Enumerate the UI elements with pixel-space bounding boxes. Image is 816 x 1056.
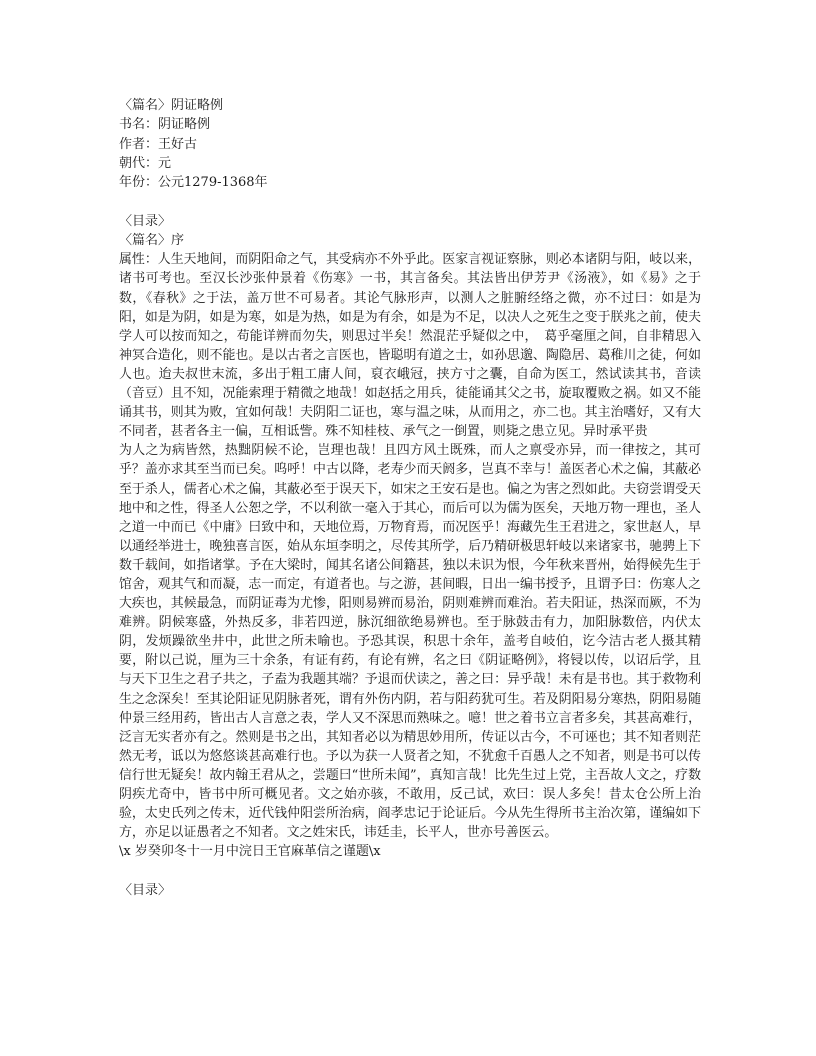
- chapter-tag: 〈篇名〉阴证略例: [119, 98, 224, 113]
- spacer: [119, 862, 701, 881]
- preface-body: [119, 250, 701, 842]
- toc-tag-top: 〈目录〉: [119, 213, 172, 229]
- book-name: 书名：阴证略例: [119, 117, 211, 133]
- preface-paragraph-1: 属性：人生天地间，而阴阳命之气，其受病亦不外乎此。医家言视证察脉，则必本诸阴与阳，岐以来，诸书可考也。至汉长沙张仲景着《伤寒》一书，其言备矣。其法皆出伊芳尹《汤液》，如《易》之于数，《春秋》之于法，盖万世不可易者。其论气脉形声，以测人之脏腑经络之微，亦不过曰：如是为阳，如是为阴，如是为寒，如是为热，如是为有余，如是为不足，以决人之死生之变于朕兆之前，使夫学人可以按而知之，苟能详辨而勿失，则思过半矣！然混茫乎疑似之中， 葛乎毫厘之间，自非精思入神冥合造化，则不能也。是以古者之言医也，皆聪明有道之士，如孙思邈、陶隐居、葛稚川之徒，何如人也。迨夫叔世末流，多出于粗工庸人间，裒衣峨冠，挟方寸之囊，自命为医工，然试读其书，音读（音豆）且不知，况能索理于精微之地哉！如赵括之用兵，徒能诵其父之书，旋取覆败之祸。如又不能诵其书，则其为败，宜如何哉！夫阴阳二证也，寒与温之味，从而用之，亦二也。其主治嗜好，又有大不同者，甚者各主一偏，互相诋訾。殊不知桂枝、承气之一倒置，则毙之患立见。异时承平贵: [119, 252, 701, 440]
- author: 作者：王好古: [119, 136, 198, 152]
- section-tag: 〈篇名〉序: [119, 233, 185, 249]
- document-page: [119, 96, 701, 900]
- year: 年份：公元1279-1368年: [119, 175, 268, 191]
- preface-paragraph-2: 为人之为病皆然，热黜阴候不论，岂理也哉！且四方风土既殊，而人之禀受亦异，而一律按之，其可乎？盖亦求其至当而已矣。呜呼！中古以降，老寿少而天阏多，岂真不幸与！盖医者心术之偏，其蔽必至于杀人，儒者心术之偏，其蔽必至于误天下，如宋之王安石是也。偏之为害之烈如此。夫窃尝谓受天地中和之性，得圣人公恕之学，不以利欲一毫入于其心，而后可以为儒为医矣，天地万物一理也，圣人之道一中而已《中庸》曰致中和，天地位焉，万物育焉，而况医乎！海藏先生王君进之，家世赵人，早以通经举进士，晚独喜言医，始从东垣李明之，尽传其所学，后乃精研极思轩岐以来诸家书，驰骋上下数千载间，如指诸掌。予在大梁时，闻其名诸公间籍甚，独以未识为恨，今年秋来晋州，始得候先生于馆舍，观其气和而凝，志一而定，有道者也。与之游，甚间暇，日出一编书授予，且谓予曰：伤寒人之大疾也，其候最急，而阴证毒为尤惨，阳则易辨而易治，阴则难辨而难治。若夫阳证，热深而厥，不为难辨。阴候寒盛，外热反多，非若四逆，脉沉细欲绝易辨也。至于脉鼓击有力，加阳脉数倍，内伏太阴，发烦躁欲坐井中，此世之所未喻也。予恐其误，积思十余年，盖考自岐伯，讫今洁古老人摄其精要，附以己说，厘为三十余条，有证有药，有论有辨，名之曰《阴证略例》，将锓以传，以诏后学，且与天下卫生之君子共之，子盍为我题其端？予退而伏读之，善之曰：异乎哉！未有是书也。其于救物利生之念深矣！至其论阳证见阴脉者死，谓有外伤内阴，若与阳药犹可生。若及阴阳易分寒热，阴阳易随仲景三经用药，皆出古人言意之表，学人又不深思而熟味之。噫！世之着书立言者多矣，其甚高难行，泛言无实者亦有之。然则是书之出，其知者必以为精思妙用所，传证以古今，不可诬也；其不知者则茫然无考，诋以为悠悠谈甚高难行也。予以为获一人贤者之知，不犹愈千百愚人之不知者，则是书可以传信行世无疑矣！故内翰王君从之，尝题曰“世所未闻”，真知言哉！比先生过上党，主吾故人文之，疗数阴疾尤奇中，皆书中所可概见者。文之始亦骇，不敢用，反己试，欢曰：误人多矣！昔太仓公所上治验，太史氏列之传末，近代钱仲阳尝所治病，阎孝忠记于论证后。今从先生得所书主治次第，谨编如下方，亦足以证愚者之不知者。文之姓宋氏，讳廷圭，长平人，世亦号善医云。: [119, 443, 701, 841]
- toc-tag-bottom: 〈目录〉: [119, 882, 172, 898]
- dynasty: 朝代：元: [119, 155, 172, 171]
- preface-signature: \x 岁癸卯冬十一月中浣日王官麻革信之谨题\x: [119, 844, 381, 860]
- spacer: [119, 192, 701, 211]
